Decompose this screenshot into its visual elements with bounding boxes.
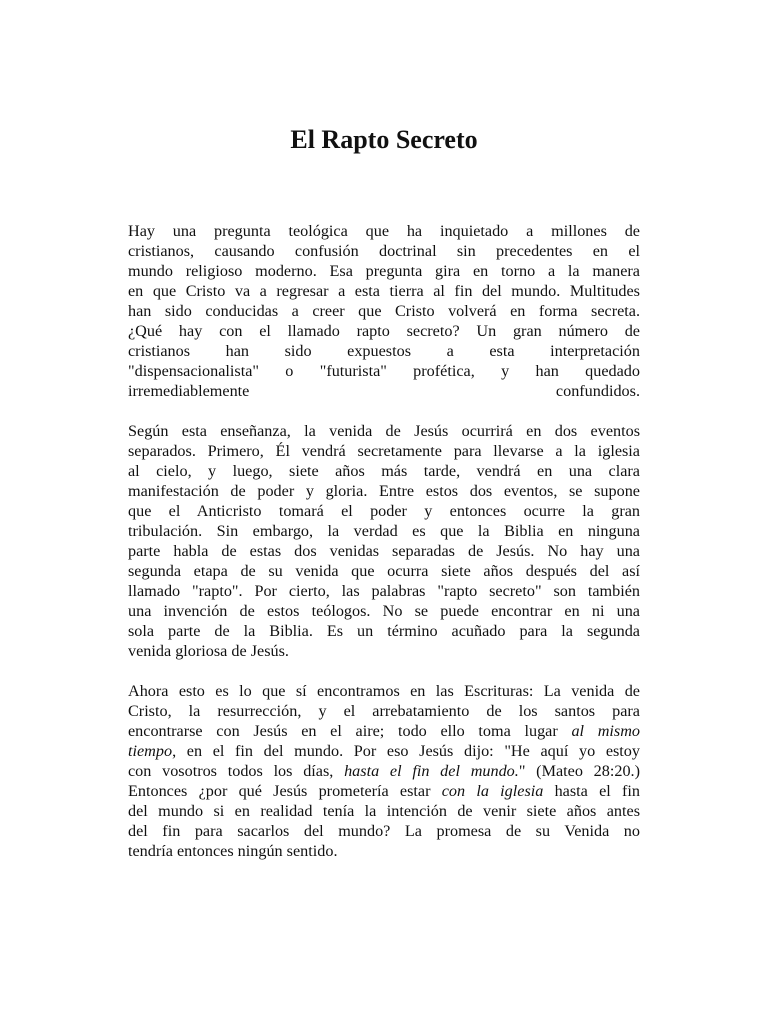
text-line [128,641,640,661]
text-run: cristianos han sido expuestos a esta interpretación [128,342,640,360]
text-run: del mundo si en realidad tenía la intención de venir siete años antes [128,802,640,820]
text-run: Cristo, la resurrección, y el arrebatamiento de los santos para [128,702,640,720]
text-run: "dispensacionalista" o "futurista" profética, y han quedado [128,362,640,380]
text-line [128,681,640,701]
text-line [128,561,640,581]
text-run: Entonces ¿por qué Jesús prometería estar [128,782,442,800]
text-run: llamado "rapto". Por cierto, las palabras "rapto secreto" son también [128,582,640,600]
text-line [128,581,640,601]
text-run: Ahora esto es lo que sí encontramos en las Escrituras: La venida de [128,682,640,700]
text-line [128,421,640,441]
text-line [128,521,640,541]
document-body [128,221,640,881]
text-run: segunda etapa de su venida que ocurra siete años después del así [128,562,640,580]
italic-text: tiempo [128,742,173,760]
text-run: irremediablemente confundidos. [128,382,640,400]
text-run: sola parte de la Biblia. Es un término acuñado para la segunda [128,622,640,640]
text-run: han sido conducidas a creer que Cristo volverá en forma secreta. [128,302,640,320]
text-run: mundo religioso moderno. Esa pregunta gira en torno a la manera [128,262,640,280]
text-run: separados. Primero, Él vendrá secretamente para llevarse a la iglesia [128,442,640,460]
text-run: ¿Qué hay con el llamado rapto secreto? Un gran número de [128,322,640,340]
text-line [128,761,640,781]
text-line [128,601,640,621]
text-run: " (Mateo 28:20.) [518,762,640,780]
text-line [128,541,640,561]
text-run: cristianos, causando confusión doctrinal sin precedentes en el [128,242,640,260]
text-line [128,501,640,521]
text-line [128,741,640,761]
text-run: tendría entonces ningún sentido. [128,842,338,860]
text-line [128,241,640,261]
text-run: encontrarse con Jesús en el aire; todo ello toma lugar [128,722,572,740]
text-line [128,381,640,401]
text-line [128,461,640,481]
text-run: en que Cristo va a regresar a esta tierra al fin del mundo. Multitudes [128,282,640,300]
italic-text: al mismo [571,722,640,740]
text-run: con vosotros todos los días, [128,762,345,780]
text-line [128,341,640,361]
italic-text: hasta el fin del mundo. [344,762,519,780]
text-run: una invención de estos teólogos. No se puede encontrar en ni una [128,602,640,620]
paragraph [128,221,640,401]
text-line [128,721,640,741]
text-run: Hay una pregunta teológica que ha inquietado a millones de [128,222,640,240]
text-run: que el Anticristo tomará el poder y entonces ocurre la gran [128,502,640,520]
text-line [128,481,640,501]
text-line [128,361,640,381]
text-line [128,301,640,321]
text-run: al cielo, y luego, siete años más tarde, vendrá en una clara [128,462,640,480]
paragraph [128,421,640,661]
text-line [128,621,640,641]
text-run: venida gloriosa de Jesús. [128,642,289,660]
text-run: del fin para sacarlos del mundo? La promesa de su Venida no [128,822,640,840]
italic-text: con la iglesia [441,782,544,800]
paragraph [128,681,640,861]
text-line [128,801,640,821]
text-line [128,441,640,461]
text-line [128,321,640,341]
text-line [128,781,640,801]
text-run: hasta el fin [543,782,640,800]
text-line [128,261,640,281]
text-run: manifestación de poder y gloria. Entre estos dos eventos, se supone [128,482,640,500]
text-line [128,221,640,241]
text-run: parte habla de estas dos venidas separadas de Jesús. No hay una [128,542,640,560]
text-line [128,821,640,841]
text-line [128,701,640,721]
text-run: , en el fin del mundo. Por eso Jesús dijo: "He aquí yo estoy [172,742,640,760]
text-line [128,841,640,861]
text-run: tribulación. Sin embargo, la verdad es que la Biblia en ninguna [128,522,640,540]
text-line [128,281,640,301]
document-title: El Rapto Secreto [290,125,478,154]
text-run: Según esta enseñanza, la venida de Jesús ocurrirá en dos eventos [128,422,640,440]
